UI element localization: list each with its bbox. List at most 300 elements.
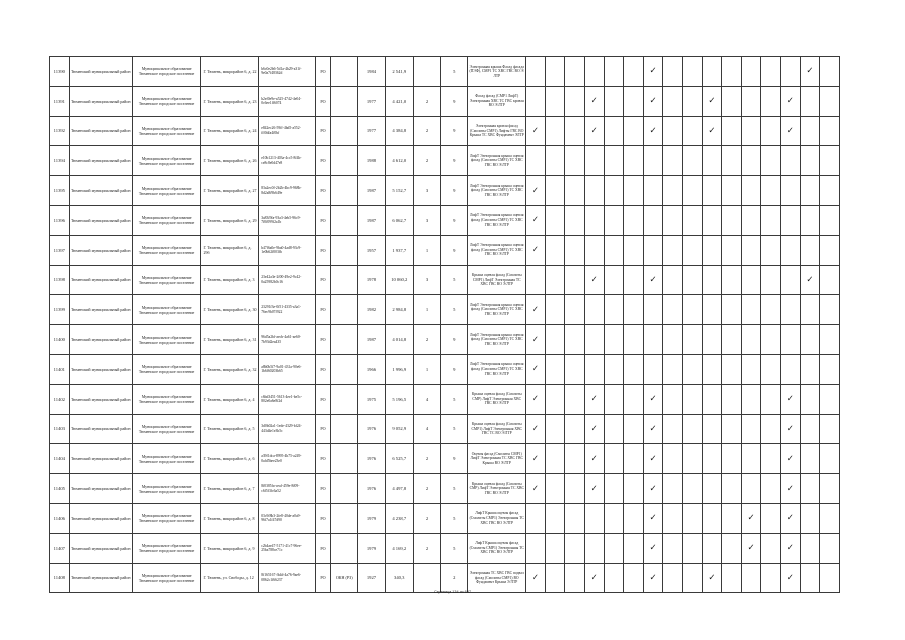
work-check-cell	[604, 354, 624, 384]
district-cell: Тюменский муниципальный район	[69, 474, 132, 504]
row-id-cell: 11394	[50, 146, 70, 176]
work-check-cell	[702, 57, 722, 87]
work-check-cell	[682, 474, 702, 504]
checkmark-icon: ✓	[786, 96, 794, 107]
address-cell: Г. Тюмень, микрорайон 6, д. 30	[201, 295, 259, 325]
work-check-cell	[682, 444, 702, 474]
work-check-cell	[702, 354, 722, 384]
work-check-cell	[741, 354, 761, 384]
year-cell: 1979	[358, 503, 385, 533]
work-check-cell	[722, 205, 742, 235]
work-check-cell	[565, 384, 585, 414]
work-check-cell	[702, 474, 722, 504]
municipality-cell: Муниципальное образование Тюменское городское поселение	[132, 265, 201, 295]
area-cell: 6 062,7	[385, 205, 413, 235]
work-check-cell	[624, 146, 644, 176]
work-check-cell	[761, 325, 781, 355]
work-check-cell	[584, 563, 604, 593]
work-check-cell	[722, 354, 742, 384]
entrances-cell: 9	[441, 86, 468, 116]
work-check-cell	[624, 563, 644, 593]
district-cell: Тюменский муниципальный район	[69, 265, 132, 295]
work-check-cell	[722, 265, 742, 295]
work-check-cell	[682, 146, 702, 176]
municipality-cell: Муниципальное образование Тюменское городское поселение	[132, 86, 201, 116]
fund-cell	[331, 384, 358, 414]
work-check-cell	[604, 205, 624, 235]
entrances-cell: 9	[441, 354, 468, 384]
works-cell: ЛифТ Электронная крыша оцевля фасад (Смолиты СМР1) ТС ХВС ГВС ВО Э/ЛТР	[468, 295, 526, 325]
work-check-cell	[565, 533, 585, 563]
works-cell: Крыша оцевля фасад (Смолиты СМР) ЛифТ Электронная ТС ХВС ГВС ВО Э/ЛТР	[468, 474, 526, 504]
work-check-cell	[741, 414, 761, 444]
flag-cell: РО	[315, 444, 330, 474]
district-cell: Тюменский муниципальный район	[69, 533, 132, 563]
work-check-cell	[800, 563, 820, 593]
work-check-cell	[741, 444, 761, 474]
checkmark-icon: ✓	[531, 453, 539, 464]
checkmark-icon: ✓	[747, 543, 755, 554]
work-check-cell	[545, 533, 565, 563]
work-check-cell	[761, 414, 781, 444]
work-check-cell	[604, 563, 624, 593]
address-cell: Г. Тюмень, микрорайон 6, д. 27	[201, 176, 259, 206]
work-check-cell	[761, 235, 781, 265]
year-cell: 1979	[358, 533, 385, 563]
district-cell: Тюменский муниципальный район	[69, 86, 132, 116]
floors-cell: 1	[413, 235, 440, 265]
table-row	[50, 176, 840, 206]
works-cell: ЛифТ Крыша оцевля фасад (Смолиты СМР1) Электронная ТС ХВС ГВС ВО Э/ЛТР	[468, 503, 526, 533]
work-check-cell	[702, 86, 722, 116]
checkmark-icon: ✓	[590, 423, 598, 434]
fund-cell	[331, 325, 358, 355]
work-check-cell	[624, 325, 644, 355]
checkmark-icon: ✓	[649, 394, 657, 405]
fund-cell	[331, 444, 358, 474]
fund-cell	[331, 503, 358, 533]
flag-cell: РО	[315, 503, 330, 533]
work-check-cell	[643, 533, 663, 563]
checkmark-icon: ✓	[786, 453, 794, 464]
district-cell: Тюменский муниципальный район	[69, 57, 132, 87]
work-check-cell	[545, 86, 565, 116]
fund-cell	[331, 116, 358, 146]
work-check-cell	[781, 533, 801, 563]
works-cell: ЛифТ Крыша оцевля фасад (Смолиты СМР1) Электронная ТС ХВС ГВС ВО Э/ЛТР	[468, 533, 526, 563]
work-check-cell	[565, 205, 585, 235]
district-cell: Тюменский муниципальный район	[69, 235, 132, 265]
year-cell: 1957	[358, 235, 385, 265]
work-check-cell	[820, 444, 840, 474]
work-check-cell	[761, 563, 781, 593]
fund-cell	[331, 146, 358, 176]
table-row	[50, 146, 840, 176]
works-cell: Крыша оцевля фасад (Смолиты СМР1) ЛифТ Электронная ХВС ГВС ТС ВО Э/ЛТР	[468, 414, 526, 444]
work-check-cell	[526, 86, 546, 116]
work-check-cell	[624, 354, 644, 384]
work-check-cell	[781, 265, 801, 295]
area-cell: 4 421,0	[385, 86, 413, 116]
works-cell: ЛифТ Электронная крыша оцевля фасад (Смолиты СМР1) ТС ХВС ГВС ВО Э/ЛТР	[468, 325, 526, 355]
district-cell: Тюменский муниципальный район	[69, 384, 132, 414]
work-check-cell	[584, 325, 604, 355]
work-check-cell	[781, 146, 801, 176]
work-check-cell	[643, 176, 663, 206]
checkmark-icon: ✓	[786, 423, 794, 434]
year-cell: 1987	[358, 176, 385, 206]
work-check-cell	[741, 176, 761, 206]
year-cell: 1976	[358, 414, 385, 444]
work-check-cell	[702, 295, 722, 325]
work-check-cell	[820, 533, 840, 563]
year-cell: 1976	[358, 474, 385, 504]
table-body	[50, 57, 840, 593]
year-cell: 1976	[358, 444, 385, 474]
work-check-cell	[584, 116, 604, 146]
work-check-cell	[663, 146, 683, 176]
work-check-cell	[781, 176, 801, 206]
row-id-cell: 11391	[50, 86, 70, 116]
work-check-cell	[820, 116, 840, 146]
work-check-cell	[526, 235, 546, 265]
municipality-cell: Муниципальное образование Тюменское городское поселение	[132, 414, 201, 444]
area-cell: 6 525,7	[385, 444, 413, 474]
work-check-cell	[800, 146, 820, 176]
checkmark-icon: ✓	[531, 215, 539, 226]
floors-cell: 1	[413, 295, 440, 325]
work-check-cell	[584, 384, 604, 414]
work-check-cell	[722, 414, 742, 444]
works-cell: ЛифТ Электронная крыша оцевля фасад (Смолиты СМР1) ТС ХВС ГВС ВО Э/ЛТР	[468, 146, 526, 176]
work-check-cell	[761, 533, 781, 563]
guid-cell: 8f165167-fb4d-4a76-9ae6-0862c1f66237	[259, 563, 316, 593]
district-cell: Тюменский муниципальный район	[69, 354, 132, 384]
work-check-cell	[682, 503, 702, 533]
municipality-cell: Муниципальное образование Тюменское городское поселение	[132, 146, 201, 176]
work-check-cell	[820, 325, 840, 355]
work-check-cell	[761, 57, 781, 87]
checkmark-icon: ✓	[531, 483, 539, 494]
work-check-cell	[682, 235, 702, 265]
checkmark-icon: ✓	[590, 394, 598, 405]
floors-cell: 4	[413, 384, 440, 414]
work-check-cell	[526, 384, 546, 414]
year-cell: 1927	[358, 563, 385, 593]
address-cell: Г. Тюмень, микрорайон 6, д. 32	[201, 354, 259, 384]
fund-cell	[331, 533, 358, 563]
work-check-cell	[663, 354, 683, 384]
work-check-cell	[584, 444, 604, 474]
floors-cell: 2	[413, 116, 440, 146]
work-check-cell	[663, 86, 683, 116]
work-check-cell	[545, 295, 565, 325]
work-check-cell	[781, 86, 801, 116]
work-check-cell	[604, 444, 624, 474]
fund-cell	[331, 86, 358, 116]
row-id-cell: 11406	[50, 503, 70, 533]
work-check-cell	[526, 265, 546, 295]
work-check-cell	[584, 86, 604, 116]
work-check-cell	[682, 354, 702, 384]
work-check-cell	[545, 325, 565, 355]
guid-cell: 3d0b02a1-1ede-4329-bf24-443d4e1e3b5c	[259, 414, 316, 444]
municipality-cell: Муниципальное образование Тюменское городское поселение	[132, 57, 201, 87]
work-check-cell	[761, 265, 781, 295]
work-check-cell	[663, 205, 683, 235]
work-check-cell	[702, 205, 722, 235]
flag-cell: РО	[315, 86, 330, 116]
work-check-cell	[584, 354, 604, 384]
work-check-cell	[584, 265, 604, 295]
work-check-cell	[722, 503, 742, 533]
work-check-cell	[643, 116, 663, 146]
work-check-cell	[604, 116, 624, 146]
fund-cell	[331, 235, 358, 265]
work-check-cell	[682, 384, 702, 414]
work-check-cell	[682, 563, 702, 593]
table-row	[50, 205, 840, 235]
work-check-cell	[702, 116, 722, 146]
work-check-cell	[800, 235, 820, 265]
work-check-cell	[663, 444, 683, 474]
work-check-cell	[781, 57, 801, 87]
checkmark-icon: ✓	[531, 572, 539, 583]
work-check-cell	[702, 503, 722, 533]
work-check-cell	[702, 235, 722, 265]
work-check-cell	[545, 176, 565, 206]
work-check-cell	[526, 295, 546, 325]
address-cell: Г. Тюмень, микрорайон 6, д. 8	[201, 503, 259, 533]
checkmark-icon: ✓	[531, 423, 539, 434]
area-cell: 10 060,2	[385, 265, 413, 295]
address-cell: Г. Тюмень, микрорайон 6, д. 29б	[201, 235, 259, 265]
checkmark-icon: ✓	[531, 185, 539, 196]
work-check-cell	[761, 384, 781, 414]
work-check-cell	[565, 503, 585, 533]
guid-cell: a39f1dca-8995-4b75-a249-0afd5bee23e0	[259, 444, 316, 474]
work-check-cell	[781, 474, 801, 504]
flag-cell: РО	[315, 325, 330, 355]
floors-cell: 3	[413, 205, 440, 235]
work-check-cell	[722, 176, 742, 206]
municipality-cell: Муниципальное образование Тюменское городское поселение	[132, 325, 201, 355]
fund-cell	[331, 176, 358, 206]
flag-cell: РО	[315, 205, 330, 235]
work-check-cell	[604, 86, 624, 116]
works-cell: Электронная кровля фасад (Смолиты СМР1) Лифты ГВС ВО Крыша ТС ХВС Фундамент ЭЛТР	[468, 116, 526, 146]
work-check-cell	[545, 414, 565, 444]
floors-cell: 1	[413, 354, 440, 384]
work-check-cell	[604, 176, 624, 206]
work-check-cell	[820, 414, 840, 444]
address-cell: Г. Тюмень, микрорайон 6, д. 29	[201, 205, 259, 235]
fund-cell	[331, 265, 358, 295]
checkmark-icon: ✓	[590, 274, 598, 285]
work-check-cell	[604, 235, 624, 265]
works-cell: ЛифТ Электронная крыша оцевля фасад (Смолиты СМР1) ТС ХВС ГВС ВО Э/ЛТР	[468, 354, 526, 384]
area-cell: 4 169,2	[385, 533, 413, 563]
municipality-cell: Муниципальное образование Тюменское городское поселение	[132, 384, 201, 414]
checkmark-icon: ✓	[786, 125, 794, 136]
area-cell: 4 384,8	[385, 116, 413, 146]
work-check-cell	[682, 265, 702, 295]
row-id-cell: 11403	[50, 414, 70, 444]
guid-cell: b47f6a0e-9ba0-4ad8-93c9-1e0b62f003fb	[259, 235, 316, 265]
flag-cell: РО	[315, 116, 330, 146]
work-check-cell	[722, 444, 742, 474]
work-check-cell	[545, 146, 565, 176]
year-cell: 1982	[358, 295, 385, 325]
work-check-cell	[565, 57, 585, 87]
work-check-cell	[741, 384, 761, 414]
municipality-cell: Муниципальное образование Тюменское городское поселение	[132, 116, 201, 146]
work-check-cell	[526, 533, 546, 563]
table-row	[50, 325, 840, 355]
work-check-cell	[643, 146, 663, 176]
work-check-cell	[741, 116, 761, 146]
work-check-cell	[545, 384, 565, 414]
municipality-cell: Муниципальное образование Тюменское городское поселение	[132, 354, 201, 384]
checkmark-icon: ✓	[747, 513, 755, 524]
work-check-cell	[663, 474, 683, 504]
work-check-cell	[604, 414, 624, 444]
guid-cell: b2ef0e9e-a525-4742-4e04-0c6ee1ff6074	[259, 86, 316, 116]
year-cell: 1966	[358, 354, 385, 384]
row-id-cell: 11408	[50, 563, 70, 593]
work-check-cell	[545, 57, 565, 87]
guid-cell: b6c0e2b6-5d1a-4b29-a31f-9e0a7f48362d	[259, 57, 316, 87]
work-check-cell	[604, 474, 624, 504]
work-check-cell	[702, 325, 722, 355]
address-cell: Г. Тюмень, микрорайон 6, д. 31	[201, 325, 259, 355]
work-check-cell	[565, 414, 585, 444]
flag-cell: РО	[315, 533, 330, 563]
work-check-cell	[624, 295, 644, 325]
fund-cell	[331, 354, 358, 384]
work-check-cell	[643, 86, 663, 116]
checkmark-icon: ✓	[649, 543, 657, 554]
checkmark-icon: ✓	[708, 572, 716, 583]
area-cell: 5 152,7	[385, 176, 413, 206]
entrances-cell: 2	[441, 563, 468, 593]
work-check-cell	[584, 205, 604, 235]
address-cell: Г. Тюмень, микрорайон 6, д. 6	[201, 444, 259, 474]
work-check-cell	[761, 474, 781, 504]
entrances-cell: 5	[441, 414, 468, 444]
work-check-cell	[624, 116, 644, 146]
work-check-cell	[820, 474, 840, 504]
entrances-cell: 5	[441, 265, 468, 295]
checkmark-icon: ✓	[708, 96, 716, 107]
work-check-cell	[545, 503, 565, 533]
area-cell: 4 497,8	[385, 474, 413, 504]
work-check-cell	[741, 503, 761, 533]
work-check-cell	[584, 503, 604, 533]
work-check-cell	[643, 235, 663, 265]
checkmark-icon: ✓	[786, 543, 794, 554]
work-check-cell	[663, 384, 683, 414]
fund-cell	[331, 414, 358, 444]
work-check-cell	[722, 57, 742, 87]
work-check-cell	[584, 57, 604, 87]
work-check-cell	[741, 563, 761, 593]
work-check-cell	[682, 116, 702, 146]
work-check-cell	[820, 354, 840, 384]
work-check-cell	[545, 235, 565, 265]
entrances-cell: 5	[441, 474, 468, 504]
work-check-cell	[682, 325, 702, 355]
works-cell: ЛифТ Электронная крыша оцевля фасад (Смолиты СМР1) ТС ХВС ГВС ВО Э/ЛТР	[468, 205, 526, 235]
municipality-cell: Муниципальное образование Тюменское городское поселение	[132, 235, 201, 265]
work-check-cell	[800, 57, 820, 87]
row-id-cell: 11405	[50, 474, 70, 504]
work-check-cell	[624, 57, 644, 87]
year-cell: 1984	[358, 57, 385, 87]
work-check-cell	[643, 265, 663, 295]
district-cell: Тюменский муниципальный район	[69, 295, 132, 325]
row-id-cell: 11399	[50, 295, 70, 325]
floors-cell: 2	[413, 444, 440, 474]
work-check-cell	[761, 86, 781, 116]
table-row	[50, 563, 840, 593]
table-row	[50, 235, 840, 265]
work-check-cell	[643, 414, 663, 444]
municipality-cell: Муниципальное образование Тюменское городское поселение	[132, 295, 201, 325]
entrances-cell: 9	[441, 235, 468, 265]
checkmark-icon: ✓	[590, 96, 598, 107]
work-check-cell	[663, 116, 683, 146]
work-check-cell	[781, 384, 801, 414]
guid-cell: a8b0b5f7-9a01-431a-90e6-1b6f60203b65	[259, 354, 316, 384]
row-id-cell: 11395	[50, 176, 70, 206]
work-check-cell	[761, 116, 781, 146]
work-check-cell	[624, 176, 644, 206]
area-cell: 2 984,8	[385, 295, 413, 325]
floors-cell: 4	[413, 414, 440, 444]
work-check-cell	[820, 235, 840, 265]
works-cell: Крыша оцевля фасад (Смолиты СМР1) ЛифТ Электронная ТС ХВС ГВС ВО Э/ЛТР	[468, 265, 526, 295]
row-id-cell: 11401	[50, 354, 70, 384]
work-check-cell	[624, 86, 644, 116]
guid-cell: 8f0385fa-ceaf-459e-8f09-c6f5f3fc6a52	[259, 474, 316, 504]
address-cell: Г. Тюмень, микрорайон 6, д. 23	[201, 86, 259, 116]
work-check-cell	[761, 444, 781, 474]
work-check-cell	[565, 474, 585, 504]
work-check-cell	[526, 474, 546, 504]
work-check-cell	[761, 354, 781, 384]
checkmark-icon: ✓	[531, 394, 539, 405]
work-check-cell	[526, 563, 546, 593]
guid-cell: 96d5a2bf-aecb-4a61-ae60-7b93d2ea435	[259, 325, 316, 355]
row-id-cell: 11392	[50, 116, 70, 146]
entrances-cell: 5	[441, 503, 468, 533]
works-cell: ЛифТ Электронная крыша оцевля фасад (Смолиты СМР1) ТС ХВС ГВС ВО Э/ЛТР	[468, 176, 526, 206]
work-check-cell	[781, 205, 801, 235]
guid-cell: c2b4ae47-5171-41c7-96ee-25ba788ce71c	[259, 533, 316, 563]
table-row	[50, 354, 840, 384]
work-check-cell	[781, 325, 801, 355]
address-cell: Г. Тюмень, микрорайон 6, д. 24	[201, 116, 259, 146]
work-check-cell	[624, 235, 644, 265]
work-check-cell	[526, 176, 546, 206]
area-cell: 4 238,7	[385, 503, 413, 533]
work-check-cell	[741, 205, 761, 235]
work-check-cell	[781, 235, 801, 265]
work-check-cell	[624, 384, 644, 414]
work-check-cell	[526, 503, 546, 533]
guid-cell: e10b1213-403a-4cc5-8f4b-ce8c8e0d47e8	[259, 146, 316, 176]
